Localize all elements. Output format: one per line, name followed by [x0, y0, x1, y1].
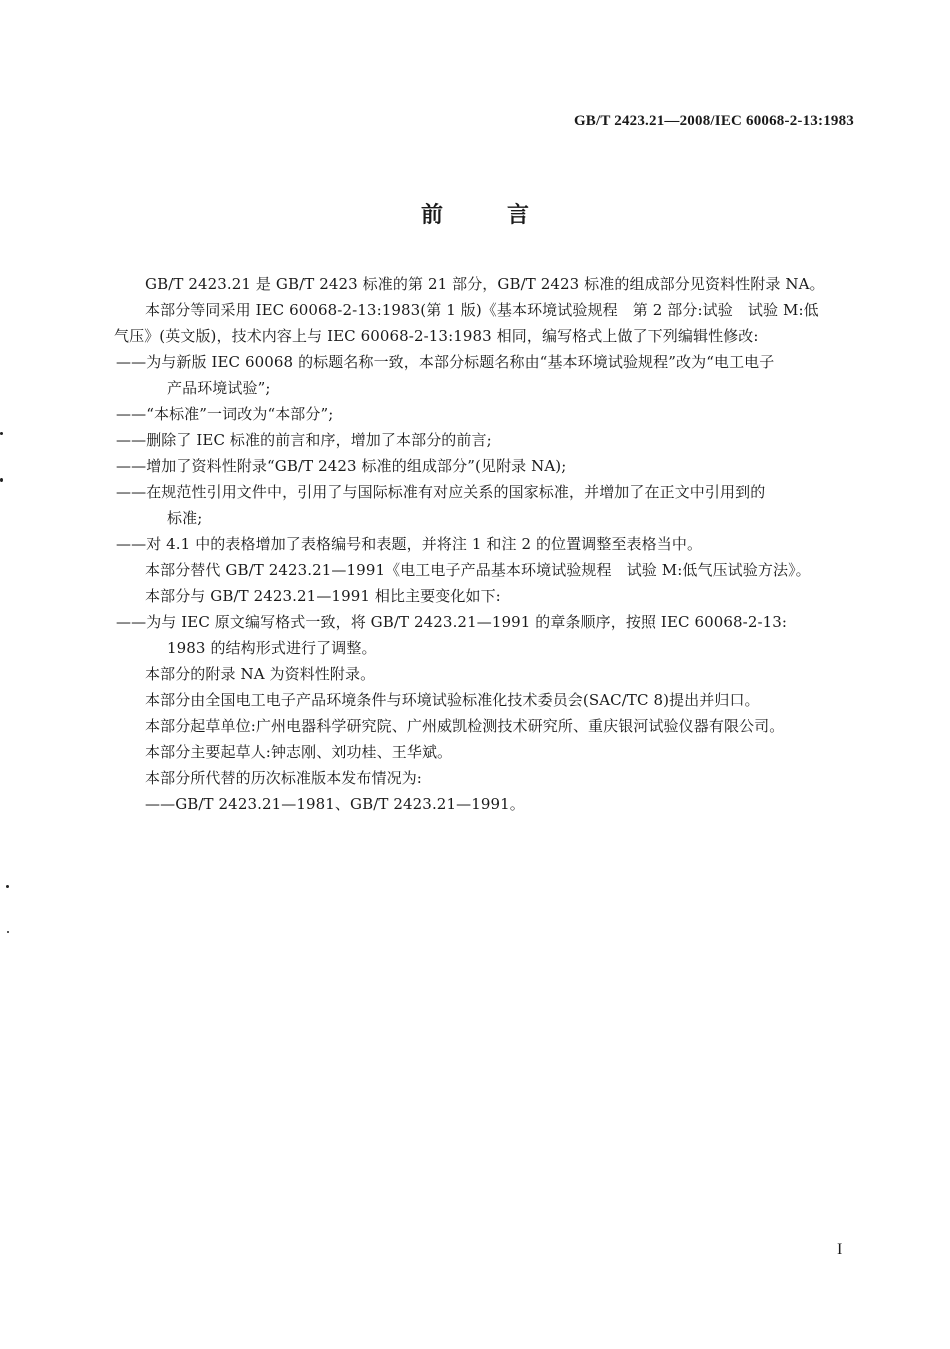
list-item: ——在规范性引用文件中，引用了与国际标准有对应关系的国家标准，并增加了在正文中引用到的 — [116, 483, 766, 501]
title-char-1: 前 — [420, 203, 443, 228]
page-title — [0, 198, 950, 229]
list-item: ——删除了 IEC 标准的前言和序，增加了本部分的前言; — [116, 431, 492, 449]
title-char-2: 言 — [507, 203, 530, 228]
list-item: ——GB/T 2423.21—1981、GB/T 2423.21—1991。 — [145, 795, 525, 813]
paragraph-line: 本部分主要起草人:钟志刚、刘功桂、王华斌。 — [145, 743, 453, 761]
scan-artifact-dot — [0, 478, 3, 482]
paragraph-line: 本部分所代替的历次标准版本发布情况为: — [145, 769, 422, 787]
paragraph-line: GB/T 2423.21 是 GB/T 2423 标准的第 21 部分，GB/T 2423 标准的组成部分见资料性附录 NA。 — [145, 275, 825, 293]
scan-artifact-dot — [0, 432, 3, 435]
list-item-cont: 1983 的结构形式进行了调整。 — [167, 639, 377, 657]
list-item: ——“本标准”一词改为“本部分”; — [116, 405, 334, 423]
list-item: ——为与 IEC 原文编写格式一致，将 GB/T 2423.21—1991 的章条顺序，按照 IEC 60068-2-13: — [116, 613, 788, 631]
paragraph-line: 气压》(英文版)，技术内容上与 IEC 60068-2-13:1983 相同，编写格式上做了下列编辑性修改: — [114, 327, 759, 345]
paragraph-line: 本部分等同采用 IEC 60068-2-13:1983(第 1 版)《基本环境试验规程 第 2 部分:试验 试验 M:低 — [145, 301, 819, 319]
paragraph-line: 本部分起草单位:广州电器科学研究院、广州威凯检测技术研究所、重庆银河试验仪器有限公司。 — [145, 717, 785, 735]
paragraph-line: 本部分由全国电工电子产品环境条件与环境试验标准化技术委员会(SAC/TC 8)提出并归口。 — [145, 691, 760, 709]
standard-number-header: GB/T 2423.21—2008/IEC 60068-2-13:1983 — [573, 113, 854, 129]
paragraph-line: 本部分替代 GB/T 2423.21—1991《电工电子产品基本环境试验规程 试验 M:低气压试验方法》。 — [145, 561, 811, 579]
paragraph-line: 本部分的附录 NA 为资料性附录。 — [145, 665, 376, 683]
scan-artifact-dot — [7, 931, 9, 933]
paragraph-line: 本部分与 GB/T 2423.21—1991 相比主要变化如下: — [145, 587, 501, 605]
list-item: ——为与新版 IEC 60068 的标题名称一致，本部分标题名称由“基本环境试验规程”改为“电工电子 — [116, 353, 775, 371]
list-item: ——增加了资料性附录“GB/T 2423 标准的组成部分”(见附录 NA); — [116, 457, 567, 475]
list-item-cont: 标准; — [167, 509, 203, 527]
list-item: ——对 4.1 中的表格增加了表格编号和表题，并将注 1 和注 2 的位置调整至表格当中。 — [116, 535, 703, 553]
page-number: I — [837, 1241, 843, 1258]
list-item-cont: 产品环境试验”; — [167, 379, 271, 397]
scan-artifact-dot — [6, 885, 9, 888]
